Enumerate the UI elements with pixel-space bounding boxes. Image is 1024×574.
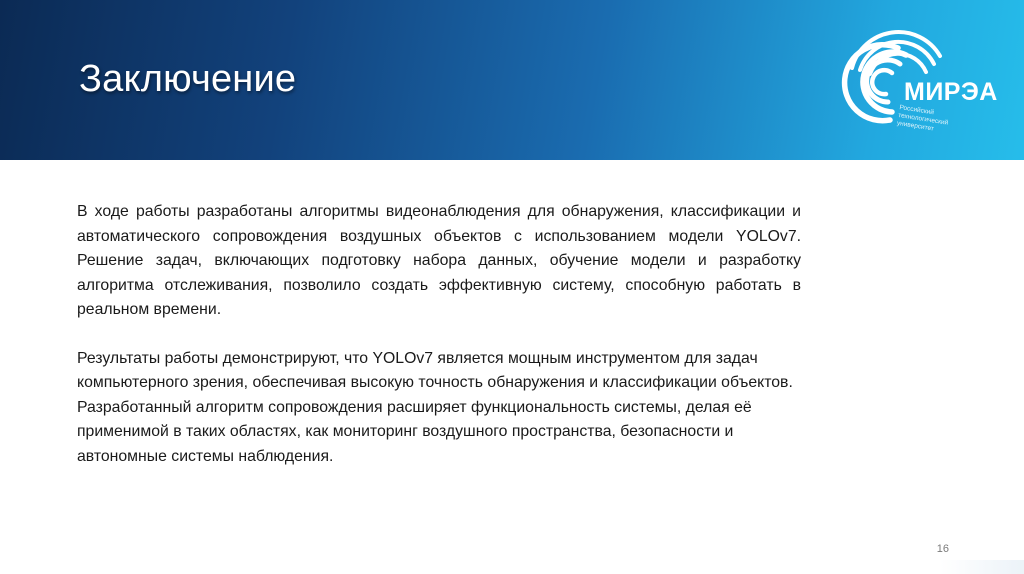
university-logo [840, 28, 1010, 138]
header-banner [0, 0, 1024, 160]
paragraph-results: Результаты работы демонстрируют, что YOLOv7 является мощным инструментом для задач компьютерного зрения, обеспечивая высокую точность обнаружения и классификации объектов. Разработанный алгоритм сопровождения расширяет функциональность системы, делая её применимой в таких областях, как мониторинг воздушного пространства, безопасности и автономные системы наблюдения. [77, 349, 793, 465]
logo-subtitle: Российский технологический университет [896, 104, 949, 133]
page-title: Заключение [79, 58, 297, 100]
body-text [77, 200, 801, 469]
logo-name: МИРЭА [904, 78, 998, 106]
page-number: 16 [936, 543, 949, 555]
bottom-accent [940, 560, 1024, 574]
paragraph-conclusion: В ходе работы разработаны алгоритмы видеонаблюдения для обнаружения, классификации и автоматического сопровождения воздушных объектов с использованием модели YOLOv7. Решение задач, включающих подготовку набора данных, обучение модели и разработку алгоритма отслеживания, позволило создать эффективную систему, способную работать в реальном времени. [77, 203, 801, 318]
